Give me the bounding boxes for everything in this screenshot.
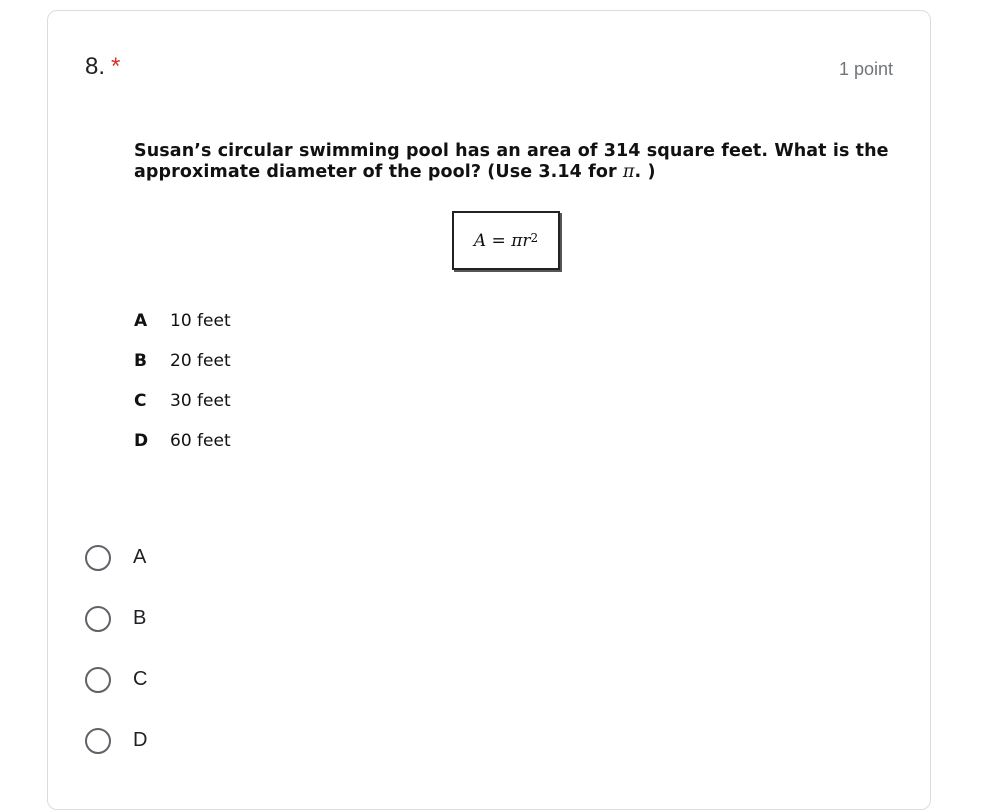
pi-symbol: π (622, 162, 635, 182)
area-formula-box (452, 211, 560, 270)
question-text-part1: Susan’s circular swimming pool has an area of 314 square feet. What is the approximate diameter of the pool? (Use 3.14 for (134, 141, 889, 182)
choice-text: 20 feet (170, 351, 231, 371)
choice-text: 60 feet (170, 431, 231, 451)
radio-button[interactable] (85, 606, 111, 632)
choice-row-b (134, 341, 231, 381)
choice-text: 30 feet (170, 391, 231, 411)
formula-text: A = πr (473, 230, 531, 251)
option-d[interactable] (85, 710, 147, 771)
answer-choices-list (134, 301, 231, 461)
choice-text: 10 feet (170, 311, 231, 331)
question-card (47, 10, 931, 810)
question-number: 8. (85, 53, 106, 80)
question-text-part2: . ) (634, 162, 656, 182)
question-header (85, 53, 120, 81)
required-marker: * (111, 53, 121, 80)
question-points: 1 point (838, 59, 893, 79)
option-label: A (133, 546, 147, 568)
choice-row-a (134, 301, 231, 341)
choice-letter: B (134, 351, 147, 371)
option-c[interactable] (85, 649, 147, 710)
choice-letter: C (134, 391, 147, 411)
formula-exponent: 2 (530, 230, 539, 245)
option-label: B (133, 607, 147, 629)
choice-row-c (134, 381, 231, 421)
choice-letter: A (134, 311, 148, 331)
question-text (134, 141, 894, 183)
option-a[interactable] (85, 527, 147, 588)
radio-button[interactable] (85, 545, 111, 571)
option-label: C (133, 668, 148, 690)
radio-button[interactable] (85, 728, 111, 754)
choice-row-d (134, 421, 231, 461)
option-label: D (133, 729, 148, 751)
option-b[interactable] (85, 588, 147, 649)
choice-letter: D (134, 431, 149, 451)
question-image (134, 141, 894, 451)
radio-button[interactable] (85, 667, 111, 693)
radio-options (85, 527, 147, 771)
